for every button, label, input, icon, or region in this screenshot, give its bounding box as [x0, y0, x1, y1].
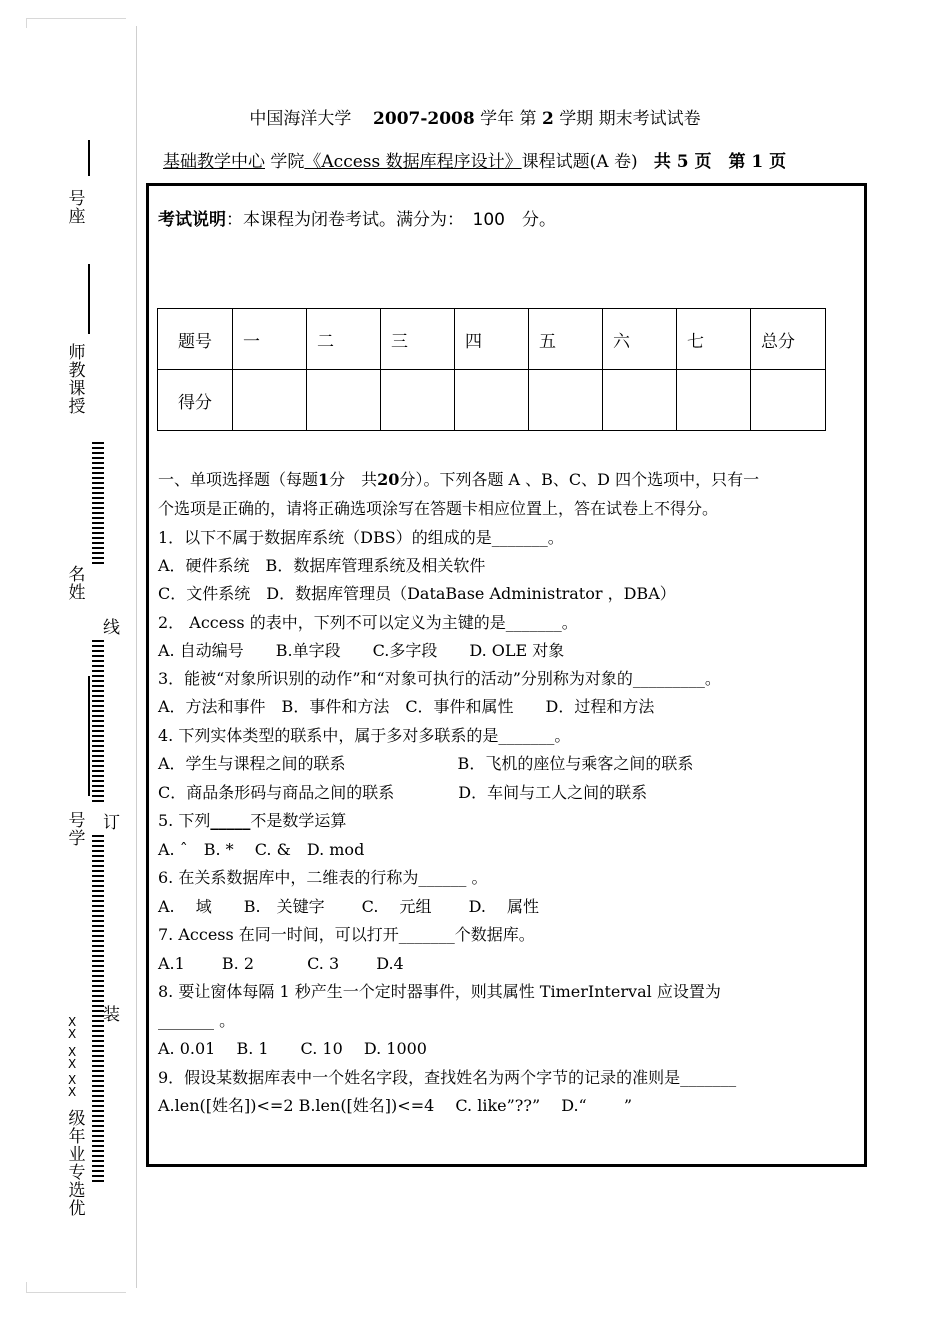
section-points-total: 20 [377, 470, 400, 489]
university-name: 中国海洋大学 [249, 109, 352, 129]
question-5-tail: 不是数学运算 [250, 811, 347, 830]
question-1-options-a: A．硬件系统 B．数据库管理系统及相关软件 [158, 556, 486, 575]
question-1-options-b: C．文件系统 D．数据库管理员（DataBase Administrator ，DBA） [158, 584, 676, 603]
question-2-options: A. 自动编号 B.单字段 C.多字段 D. OLE 对象 [158, 641, 565, 660]
score-cell[interactable] [677, 370, 751, 431]
corner-mark-bottom [26, 1292, 126, 1293]
question-5-blank: _____ [210, 811, 251, 830]
year-suffix: 学年 第 [480, 109, 537, 129]
course-suffix: 课程试题(A 卷) [521, 152, 638, 172]
question-2: 2． Access 的表中，下列不可以定义为主键的是_______。 [158, 613, 578, 632]
exam-title [0, 104, 950, 129]
binding-column-border [136, 26, 137, 1288]
course-name: 《Access 数据库程序设计》 [304, 152, 522, 172]
section-points-each: 1 [318, 470, 330, 489]
corner-mark-left-top [26, 18, 27, 28]
question-8-blank: _______ 。 [158, 1011, 236, 1030]
score-header-cell: 六 [603, 309, 677, 370]
score-table-header-row [158, 309, 826, 370]
section-title-a: 一、单项选择题（每题 [158, 470, 319, 489]
question-7: 7. Access 在同一时间，可以打开_______个数据库。 [158, 925, 535, 944]
teacher-rule [88, 264, 90, 334]
section-instructions: 个选项是正确的，请将正确选项涂写在答题卡相应位置上，答在试卷上不得分。 [158, 499, 719, 518]
question-3-options: A．方法和事件 B．事件和方法 C．事件和属性 D．过程和方法 [158, 697, 655, 716]
score-cell[interactable] [455, 370, 529, 431]
question-8: 8. 要让窗体每隔 1 秒产生一个定时器事件，则其属性 TimerInterval 应设置为 [158, 982, 721, 1001]
score-header-cell: 七 [677, 309, 751, 370]
term-number: 2 [541, 109, 554, 129]
score-header-cell: 三 [381, 309, 455, 370]
section-title-c: 分）。下列各题 A 、B、C、D 四个选项中，只有一 [399, 470, 760, 489]
score-header-cell: 一 [233, 309, 307, 370]
seat-label: 号 座 [68, 189, 86, 227]
score-cell[interactable] [751, 370, 826, 431]
corner-mark-top [26, 18, 126, 19]
name-label: 名 姓 [68, 565, 86, 603]
question-8-options: A. 0.01 B. 1 C. 10 D. 1000 [158, 1039, 427, 1058]
name-rule [88, 676, 90, 796]
score-header-cell: 二 [307, 309, 381, 370]
question-9: 9．假设某数据库表中一个姓名字段，查找姓名为两个字节的记录的准则是_______ [158, 1068, 737, 1087]
class-placeholder-x-4: X [68, 1057, 77, 1071]
question-7-options: A.1 B. 2 C. 3 D.4 [158, 954, 404, 973]
course-line [163, 147, 786, 172]
cut-line-dashes-1 [92, 442, 108, 567]
seat-rule [88, 140, 90, 176]
score-table-score-row [158, 370, 826, 431]
score-row-label: 得分 [158, 370, 233, 431]
class-placeholder-x-3: X [68, 1045, 77, 1059]
instructions-text: ：本课程为闭卷考试。满分为： 100 分。 [226, 210, 556, 230]
score-cell[interactable] [603, 370, 677, 431]
cut-word-line: 线 [103, 618, 120, 638]
cut-line-dashes-2 [92, 640, 108, 805]
cut-word-bind: 订 [103, 813, 120, 833]
question-5 [158, 808, 346, 831]
score-header-cell: 总分 [751, 309, 826, 370]
corner-mark-left-bottom [26, 1282, 27, 1292]
question-5-options: A. ˆ B. * C. & D. mod [158, 840, 365, 859]
section-title-b: 分 共 [329, 470, 378, 489]
score-header-cell: 五 [529, 309, 603, 370]
score-header-cell: 四 [455, 309, 529, 370]
college-label: 学院 [270, 152, 305, 172]
question-6-options: A. 域 B. 关键字 C. 元组 D. 属性 [158, 897, 540, 916]
instructions-label: 考试说明 [158, 210, 226, 230]
section-title [158, 467, 759, 490]
score-cell[interactable] [381, 370, 455, 431]
class-placeholder-x-6: X [68, 1085, 77, 1099]
question-4-options-b: C．商品条形码与商品之间的联系 D．车间与工人之间的联系 [158, 783, 648, 802]
cut-word-install: 装 [103, 1005, 120, 1025]
score-table [157, 308, 826, 431]
question-9-options: A.len([姓名])<=2 B.len([姓名])<=4 C. like”??” D.“ ” [158, 1096, 632, 1115]
term-suffix: 学期 期末考试试卷 [559, 109, 701, 129]
score-cell[interactable] [233, 370, 307, 431]
student-no-label: 号 学 [68, 811, 86, 849]
score-cell[interactable] [529, 370, 603, 431]
question-4-options-a: A．学生与课程之间的联系 B．飞机的座位与乘客之间的联系 [158, 754, 694, 773]
class-placeholder-x-2: X [68, 1027, 77, 1041]
score-header-cell: 题号 [158, 309, 233, 370]
question-4: 4. 下列实体类型的联系中，属于多对多联系的是_______。 [158, 726, 571, 745]
question-5-text: 5. 下列 [158, 811, 211, 830]
exam-instructions [158, 205, 556, 230]
question-1: 1．以下不属于数据库系统（DBS）的组成的是_______。 [158, 528, 564, 547]
class-placeholder-x-5: X [68, 1073, 77, 1087]
class-placeholder-x-1: X [68, 1015, 77, 1029]
question-3: 3．能被“对象所识别的动作”和“对象可执行的活动”分别称为对象的_________。 [158, 669, 721, 688]
teacher-label: 师 教 课 授 [68, 343, 86, 417]
question-6: 6. 在关系数据库中，二维表的行称为______ 。 [158, 868, 488, 887]
class-label: 级 年 业 专 选 优 [68, 1109, 86, 1219]
department: 基础教学中心 [163, 152, 265, 172]
score-cell[interactable] [307, 370, 381, 431]
academic-year: 2007-2008 [373, 109, 475, 129]
page-count: 共 5 页 第 1 页 [653, 152, 787, 172]
